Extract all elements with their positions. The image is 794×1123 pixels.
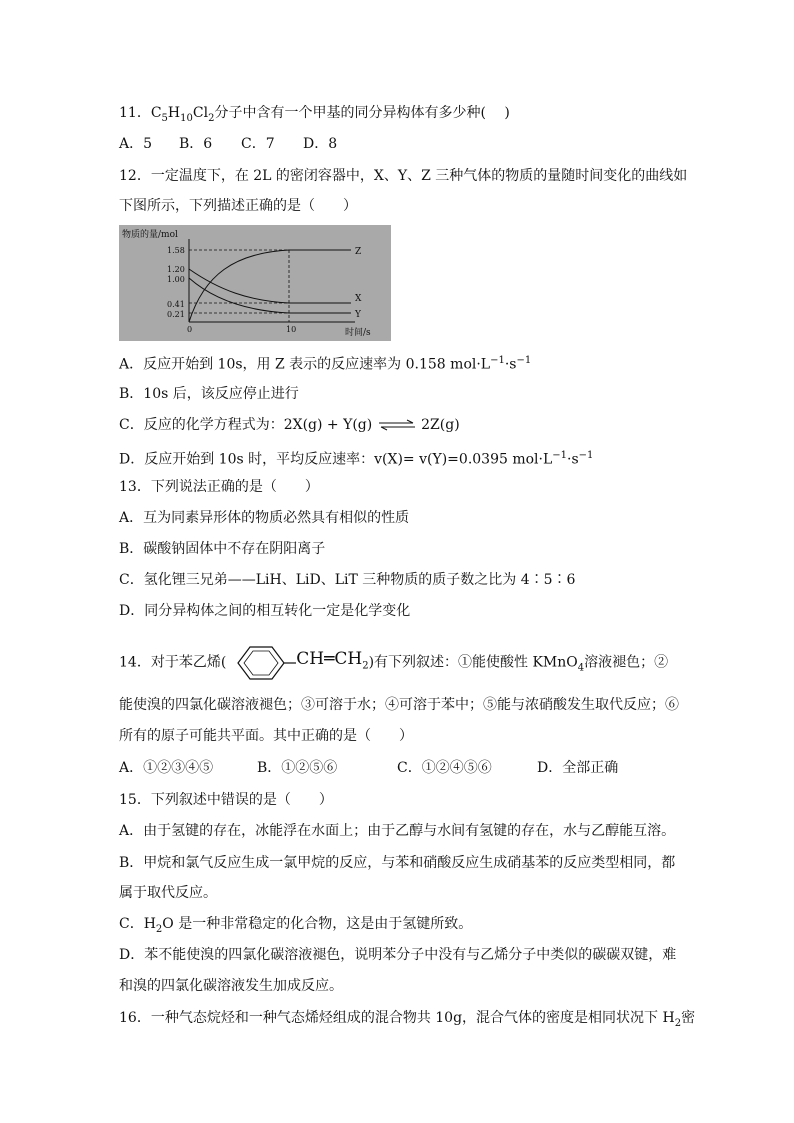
q13-option-b: B．碳酸钠固体中不存在阴阳离子 [119, 541, 326, 557]
series-label-x: X [355, 294, 362, 304]
q14-stem-line2: 能使溴的四氯化碳溶液褪色；③可溶于水；④可溶于苯中；⑤能与浓硝酸发生取代反应；⑥ [119, 697, 679, 713]
q11-option-b: B．6 [179, 136, 213, 152]
equilibrium-arrow-icon [377, 419, 417, 431]
q11-option-d: D．8 [303, 136, 338, 152]
q14-option-b: B．①②⑤⑥ [257, 760, 338, 776]
q11-stem: 11．$C_5H_{10}Cl_2$分子中含有一个甲基的同分异构体有多少种( ) [119, 105, 510, 124]
ytick-1-00: 1.00 [167, 275, 185, 284]
q15-option-c: C．$H_2O$ 是一种非常稳定的化合物，这是由于氢键所致。 [119, 916, 473, 935]
series-label-y: Y [355, 310, 361, 320]
q14-stem-line3: 所有的原子可能共平面。其中正确的是（ ） [119, 728, 413, 744]
q16-stem: 16．一种气态烷烃和一种气态烯烃组成的混合物共 10g，混合气体的密度是相同状况下 $H_2$密 [119, 1010, 696, 1029]
q13-stem: 13．下列说法正确的是（ ） [119, 479, 319, 495]
q14-stem-line1: 14．对于苯乙烯( $CH═CH_2$)有下列叙述：①能使酸性 KMnO$_4$溶液褪色；② [119, 637, 668, 691]
ytick-0-21: 0.21 [167, 310, 185, 319]
graph-background [119, 225, 391, 341]
q12-graph [119, 225, 391, 341]
q15-stem: 15．下列叙述中错误的是（ ） [119, 792, 333, 808]
q13-option-c: C．氢化锂三兄弟——LiH、LiD、LiT 三种物质的质子数之比为 4∶5∶6 [119, 572, 576, 588]
ytick-1-58: 1.58 [167, 246, 185, 255]
q15-option-a: A．由于氢键的存在，冰能浮在水面上；由于乙醇与水间有氢键的存在，水与乙醇能互溶。 [119, 823, 676, 839]
graph-xlabel: 时间/s [345, 328, 371, 338]
series-label-z: Z [355, 247, 362, 257]
q12-option-a: A．反应开始到 10s，用 Z 表示的反应速率为 0.158 $mol\cdot L^{-1}\cdot s^{-1}$ [119, 355, 532, 373]
q11-option-c: C．7 [241, 136, 275, 152]
vinyl-group: $CH═CH_2$ [296, 649, 369, 672]
q14-options [119, 758, 618, 778]
q11-option-a: A．5 [119, 136, 153, 152]
ytick-1-20: 1.20 [167, 265, 185, 274]
graph-ylabel: 物质的量/mol [122, 230, 178, 240]
q15-option-b-line2: 属于取代反应。 [119, 885, 217, 901]
q12-option-c: C．反应的化学方程式为：2X(g) + Y(g) 2Z(g) [119, 417, 460, 433]
ytick-0-41: 0.41 [167, 300, 185, 309]
q15-option-d-line1: D．苯不能使溴的四氯化碳溶液褪色，说明苯分子中没有与乙烯分子中类似的碳碳双键，难 [119, 947, 677, 963]
q12-stem-line1: 12．一定温度下，在 2L 的密闭容器中，X、Y、Z 三种气体的物质的量随时间变化的曲线如 [119, 168, 688, 184]
q15-option-b-line1: B．甲烷和氯气反应生成一氯甲烷的反应，与苯和硝酸反应生成硝基苯的反应类型相同，都 [119, 855, 676, 871]
q14-option-a: A．①②③④⑤ [119, 760, 214, 776]
q12-option-b: B．10s 后，该反应停止进行 [119, 386, 299, 402]
q13-option-a: A．互为同素异形体的物质必然具有相似的性质 [119, 510, 410, 526]
q12-stem-line2: 下图所示，下列描述正确的是（ ） [119, 198, 357, 214]
benzene-ring-icon [226, 643, 296, 683]
q13-option-d: D．同分异构体之间的相互转化一定是化学变化 [119, 603, 411, 619]
q14-option-c: C．①②④⑤⑥ [397, 760, 492, 776]
q14-option-d: D．全部正确 [537, 760, 619, 776]
xtick-10: 10 [286, 325, 297, 334]
xtick-0: 0 [187, 325, 193, 334]
q11-options [119, 134, 337, 154]
q12-option-d: D．反应开始到 10s 时，平均反应速率：v(X)= v(Y)=0.0395 $mol\cdot L^{-1}\cdot s^{-1}$ [119, 450, 594, 468]
q15-option-d-line2: 和溴的四氯化碳溶液发生加成反应。 [119, 978, 343, 994]
